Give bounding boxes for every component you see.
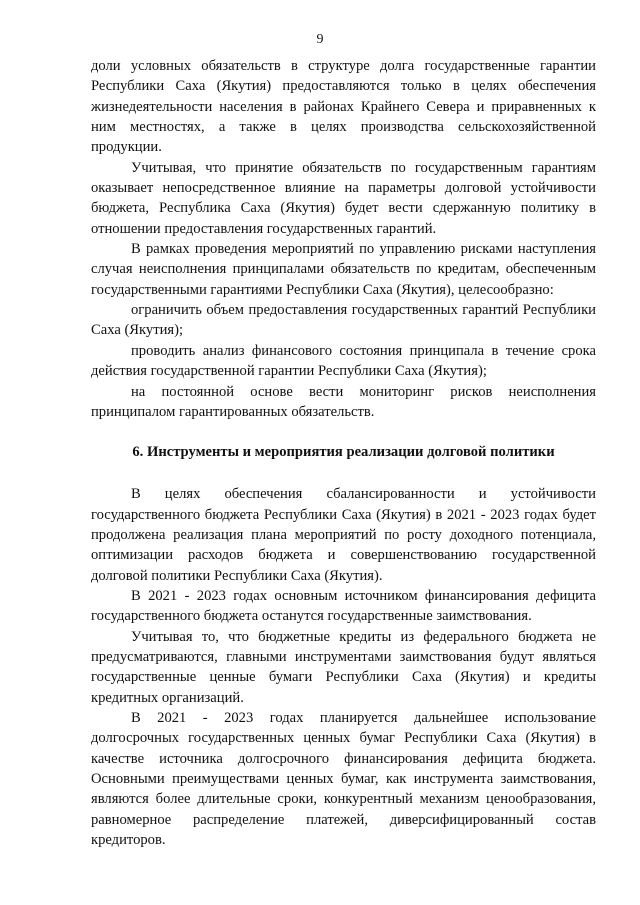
paragraph: ограничить объем предоставления государственных гарантий Республики Саха (Якутия); bbox=[91, 302, 596, 339]
paragraph: Учитывая, что принятие обязательств по государственным гарантиям оказывает непосредственное влияние на параметры долговой устойчивости бюджета, Республика Саха (Якутия) будет вести сдержанную политику в отношении предоставления государственных гарантий. bbox=[91, 159, 596, 237]
paragraph: В рамках проведения мероприятий по управлению рисками наступления случая неисполнения принципалами обязательств по кредитам, обеспеченным государственными гарантиями Республики Саха (Якутия), целесообразно: bbox=[91, 241, 596, 298]
paragraph: В 2021 - 2023 годах планируется дальнейшее использование долгосрочных государственных ценных бумаг Республики Саха (Якутия) в качестве источника долгосрочного финансирования дефицита бюджета. Основными преимуществами ценных бумаг, как инструмента заимствования, являются более длительные сроки, конкурентный механизм ценообразования, равномерное распределение платежей, диверсифицированный состав кредиторов. bbox=[91, 709, 596, 849]
top-paragraphs bbox=[91, 56, 596, 422]
paragraph: В целях обеспечения сбалансированности и устойчивости государственного бюджета Республики Саха (Якутия) в 2021 - 2023 годах будет продолжена реализация плана мероприятий по росту доходного потенциала, оптимизации расходов бюджета и совершенствованию государственной долговой политики Республики Саха (Якутия). bbox=[91, 486, 596, 584]
paragraph: на постоянной основе вести мониторинг рисков неисполнения принципалом гарантированных обязательств. bbox=[91, 383, 596, 420]
paragraph: доли условных обязательств в структуре долга государственные гарантии Республики Саха (Якутия) предоставляются только в целях обеспечения жизнедеятельности населения в районах Крайнего Севера и приравненных к ним местностях, а также в целях производства сельскохозяйственной продукции. bbox=[91, 58, 596, 156]
paragraph: проводить анализ финансового состояния принципала в течение срока действия государственной гарантии Республики Саха (Якутия); bbox=[91, 342, 596, 380]
section-heading: 6. Инструменты и мероприятия реализации долговой политики bbox=[132, 444, 555, 461]
paragraph: В 2021 - 2023 годах основным источником финансирования дефицита государственного бюджета останутся государственные заимствования. bbox=[91, 587, 596, 625]
bottom-paragraphs bbox=[91, 484, 596, 850]
paragraph: Учитывая то, что бюджетные кредиты из федерального бюджета не предусматриваются, главными инструментами заимствования будут являться государственные ценные бумаги Республики Саха (Якутия) и кредиты кредитных организаций. bbox=[91, 628, 596, 706]
document-body bbox=[91, 56, 596, 850]
page-number: 9 bbox=[316, 32, 324, 47]
